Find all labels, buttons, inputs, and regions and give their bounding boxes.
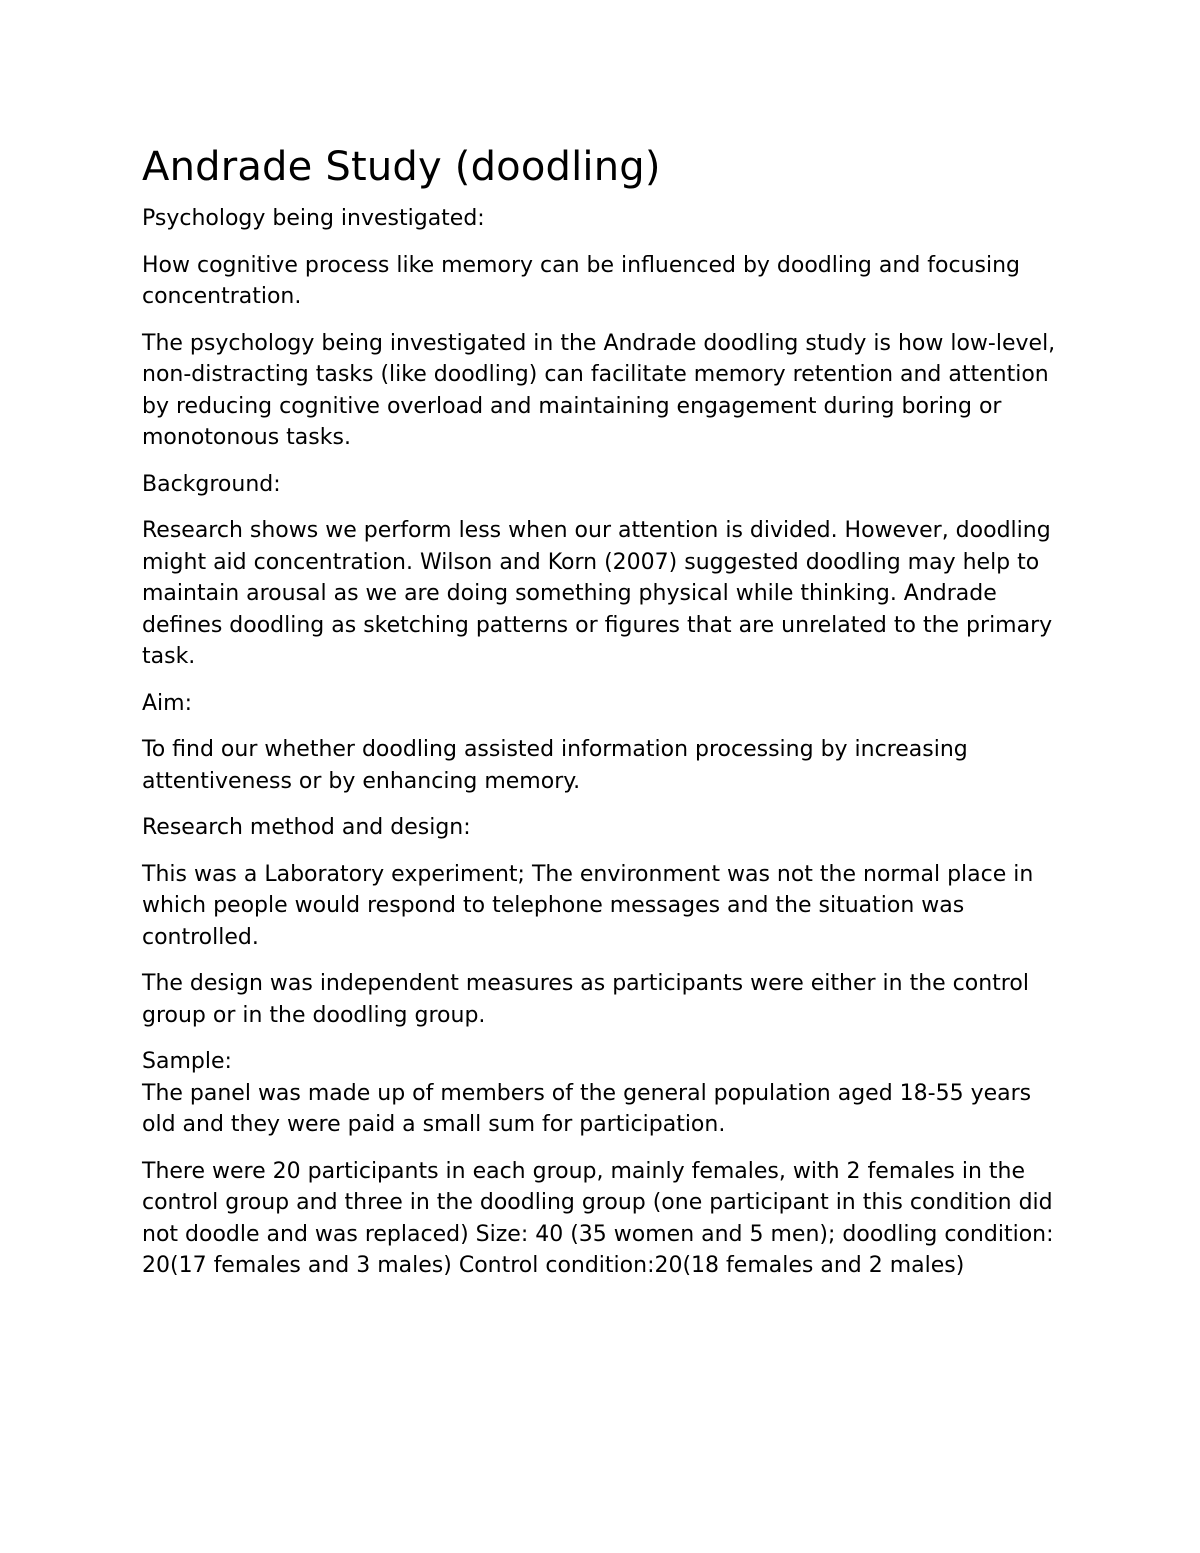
paragraph-research-method: This was a Laboratory experiment; The environment was not the normal place in which people would respond to telephone messages and the situation was controlled. — [142, 861, 1034, 950]
heading-psychology-investigated: Psychology being investigated: — [142, 206, 485, 231]
heading-aim: Aim: — [142, 690, 193, 716]
document-title: Andrade Study (doodling) — [142, 144, 661, 190]
paragraph-sample-panel: The panel was made up of members of the general population aged 18-55 years old and they were paid a small sum for participation. — [142, 1080, 1032, 1137]
heading-sample: Sample: — [142, 1049, 232, 1074]
paragraph-sample-participants: There were 20 participants in each group, mainly females, with 2 females in the control group and three in the doodling group (one participant in this condition did not doodle and was replaced) Size: 40 (35 women and 5 men); doodling condition: 20(17 females and 3 males) Control condition:20(18 females and 2 males) — [142, 1158, 1054, 1278]
heading-background: Background: — [142, 471, 281, 497]
paragraph-aim: To find our whether doodling assisted information processing by increasing attentiveness or by enhancing memory. — [142, 737, 968, 794]
document-body — [142, 140, 1067, 1297]
paragraph-background: Research shows we perform less when our attention is divided. However, doodling might aid concentration. Wilson and Korn (2007) suggested doodling may help to maintain arousal as we are doing something physical while thinking. Andrade defines doodling as sketching patterns or figures that are unrelated to the primary task. — [142, 518, 1053, 669]
paragraph-psychology-summary: How cognitive process like memory can be influenced by doodling and focusing concentration. — [142, 252, 1021, 309]
paragraph-design: The design was independent measures as participants were either in the control group or in the doodling group. — [142, 971, 1029, 1028]
heading-research-method: Research method and design: — [142, 815, 471, 840]
paragraph-psychology-detail: The psychology being investigated in the Andrade doodling study is how low-level, non-distracting tasks (like doodling) can facilitate memory retention and attention by reducing cognitive overload and maintaining engagement during boring or monotonous tasks. — [142, 330, 1056, 450]
